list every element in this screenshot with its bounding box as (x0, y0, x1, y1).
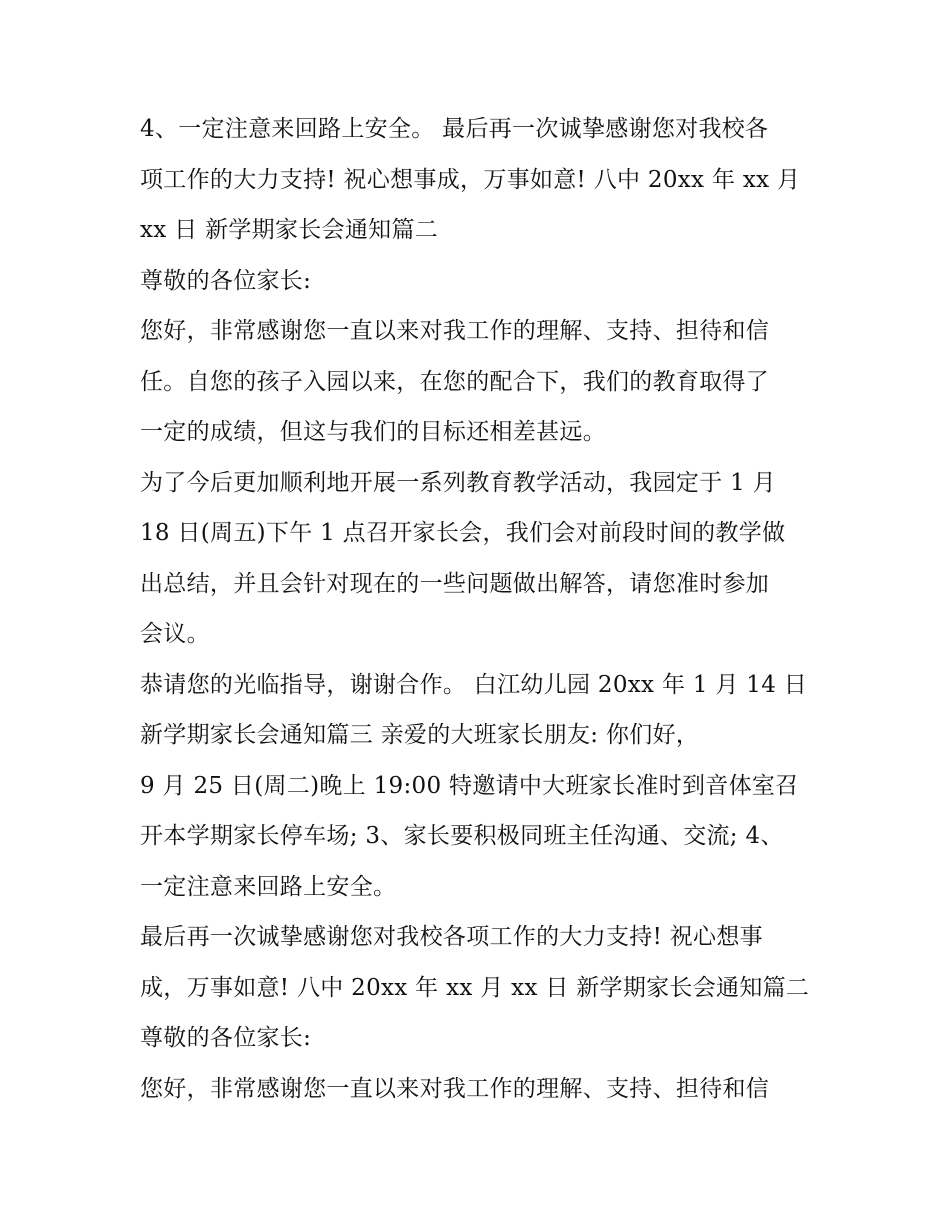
document-body (140, 104, 830, 1114)
text-line: 开本学期家长停车场; 3、家长要积极同班主任沟通、交流; 4、 (140, 823, 784, 849)
text-line: 尊敬的各位家长: (140, 267, 312, 294)
text-line: 会议。 (140, 621, 210, 647)
text-line: 最后再一次诚挚感谢您对我校各项工作的大力支持! 祝心想事 (140, 924, 763, 950)
text-line: 尊敬的各位家长: (140, 1025, 312, 1051)
text-line: 您好，非常感谢您一直以来对我工作的理解、支持、担待和信 (140, 1075, 770, 1102)
text-line: 成，万事如意! 八中 20xx 年 xx 月 xx 日 新学期家长会通知篇二 (140, 974, 810, 1001)
text-line: xx 日 新学期家长会通知篇二 (140, 217, 439, 243)
text-line: 任。自您的孩子入园以来，在您的配合下，我们的教育取得了 (140, 368, 770, 395)
text-line: 9 月 25 日(周二)晚上 19:00 特邀请中大班家长准时到音体室召 (140, 772, 799, 799)
text-line: 4、一定注意来回路上安全。 最后再一次诚挚感谢您对我校各 (140, 116, 769, 142)
text-line: 一定的成绩，但这与我们的目标还相差甚远。 (140, 419, 606, 445)
text-line: 新学期家长会通知篇三 亲爱的大班家长朋友: 你们好， (140, 722, 700, 748)
text-line: 18 日(周五)下午 1 点召开家长会，我们会对前段时间的教学做 (140, 520, 786, 546)
text-line: 项工作的大力支持! 祝心想事成，万事如意! 八中 20xx 年 xx 月 (140, 166, 801, 193)
text-line: 恭请您的光临指导，谢谢合作。 白江幼儿园 20xx 年 1 月 14 日 (140, 671, 808, 698)
text-line: 出总结，并且会针对现在的一些问题做出解答，请您准时参加 (140, 570, 770, 597)
text-line: 一定注意来回路上安全。 (140, 873, 397, 900)
text-line: 您好，非常感谢您一直以来对我工作的理解、支持、担待和信 (140, 318, 770, 344)
text-line: 为了今后更加顺利地开展一系列教育教学活动，我园定于 1 月 (140, 469, 776, 496)
